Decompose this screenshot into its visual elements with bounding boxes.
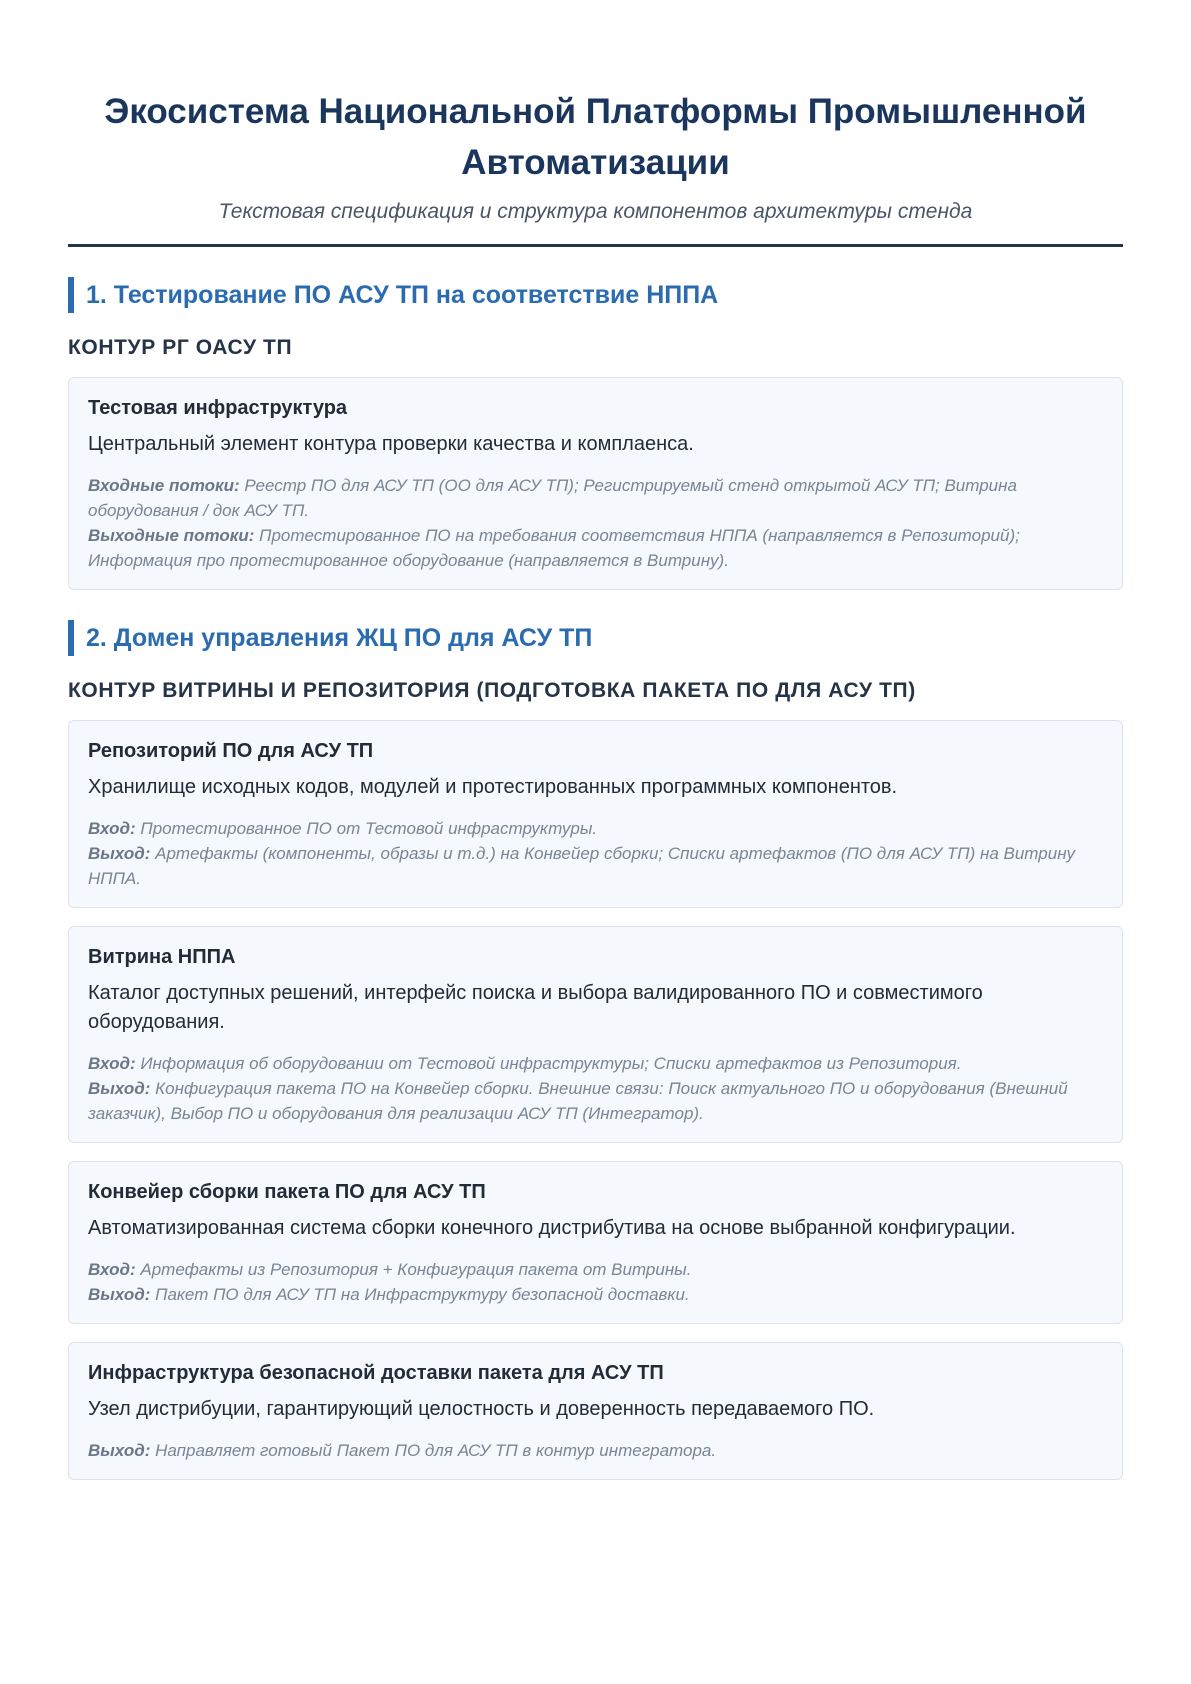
card-title: Конвейер сборки пакета ПО для АСУ ТП [88, 1181, 486, 1203]
component-card-test-infrastructure [68, 377, 1123, 590]
section-heading: 2. Домен управления ЖЦ ПО для АСУ ТП [68, 620, 1123, 656]
section-lifecycle-domain [68, 620, 1123, 1480]
component-card-showcase [68, 926, 1123, 1143]
card-description: Центральный элемент контура проверки качества и комплаенса. [88, 433, 694, 455]
section-heading: 1. Тестирование ПО АСУ ТП на соответствие НППА [68, 277, 1123, 313]
card-flows [88, 1257, 1104, 1307]
flow-label: Входные потоки: [88, 476, 240, 495]
flow-label: Вход: [88, 1054, 136, 1073]
card-description: Каталог доступных решений, интерфейс поиска и выбора валидированного ПО и совместимого оборудования. [88, 982, 983, 1033]
flow-text: Артефакты (компоненты, образы и т.д.) на Конвейер сборки; Списки артефактов (ПО для АСУ ТП) на Витрину НППА. [88, 844, 1076, 888]
card-flows [88, 1438, 1104, 1463]
card-flows [88, 816, 1104, 891]
flow-text: Артефакты из Репозитория + Конфигурация пакета от Витрины. [140, 1260, 692, 1279]
flow-line-output [88, 523, 1104, 573]
component-card-secure-delivery [68, 1342, 1123, 1480]
flow-label: Выход: [88, 1079, 151, 1098]
card-description: Автоматизированная система сборки конечного дистрибутива на основе выбранной конфигурации. [88, 1217, 1016, 1239]
flow-label: Выход: [88, 844, 151, 863]
card-flows [88, 1051, 1104, 1126]
card-title: Тестовая инфраструктура [88, 397, 348, 419]
contour-heading: КОНТУР ВИТРИНЫ И РЕПОЗИТОРИЯ (ПОДГОТОВКА ПАКЕТА ПО ДЛЯ АСУ ТП) [68, 679, 916, 702]
card-title: Витрина НППА [88, 946, 236, 968]
flow-line-output [88, 1076, 1104, 1126]
flow-text: Информация об оборудовании от Тестовой инфраструктуры; Списки артефактов из Репозитория. [140, 1054, 962, 1073]
component-card-repository [68, 720, 1123, 908]
document-title: Экосистема Национальной Платформы Промышленной Автоматизации [104, 92, 1087, 182]
flow-label: Вход: [88, 1260, 136, 1279]
card-description: Узел дистрибуции, гарантирующий целостность и доверенность передаваемого ПО. [88, 1398, 875, 1420]
flow-text: Конфигурация пакета ПО на Конвейер сборки. Внешние связи: Поиск актуального ПО и оборудования (Внешний заказчик), Выбор ПО и оборудования для реализации АСУ ТП (Интегратор). [88, 1079, 1068, 1123]
card-description: Хранилище исходных кодов, модулей и протестированных программных компонентов. [88, 776, 898, 798]
document-subtitle: Текстовая спецификация и структура компонентов архитектуры стенда [218, 200, 973, 223]
flow-label: Выход: [88, 1285, 151, 1304]
flow-line-input [88, 473, 1104, 523]
flow-line-output [88, 1282, 1104, 1307]
card-title: Репозиторий ПО для АСУ ТП [88, 740, 374, 762]
contour-heading: КОНТУР РГ ОАСУ ТП [68, 336, 293, 359]
flow-text: Протестированное ПО от Тестовой инфраструктуры. [140, 819, 598, 838]
card-flows [88, 473, 1104, 573]
flow-text: Направляет готовый Пакет ПО для АСУ ТП в контур интегратора. [155, 1441, 717, 1460]
component-card-build-pipeline [68, 1161, 1123, 1324]
card-title: Инфраструктура безопасной доставки пакета для АСУ ТП [88, 1362, 664, 1384]
flow-text: Протестированное ПО на требования соответствия НППА (направляется в Репозиторий); Информация про протестированное оборудование (направляется в Витрину). [88, 526, 1020, 570]
flow-line-output [88, 841, 1104, 891]
flow-line-input [88, 816, 1104, 841]
document-header [68, 0, 1123, 247]
flow-line-input [88, 1257, 1104, 1282]
flow-label: Выход: [88, 1441, 151, 1460]
flow-line-input [88, 1051, 1104, 1076]
section-testing [68, 277, 1123, 590]
flow-line-output [88, 1438, 1104, 1463]
flow-text: Пакет ПО для АСУ ТП на Инфраструктуру безопасной доставки. [155, 1285, 690, 1304]
flow-text: Реестр ПО для АСУ ТП (ОО для АСУ ТП); Регистрируемый стенд открытой АСУ ТП; Витрина оборудования / док АСУ ТП. [88, 476, 1017, 520]
flow-label: Вход: [88, 819, 136, 838]
flow-label: Выходные потоки: [88, 526, 255, 545]
